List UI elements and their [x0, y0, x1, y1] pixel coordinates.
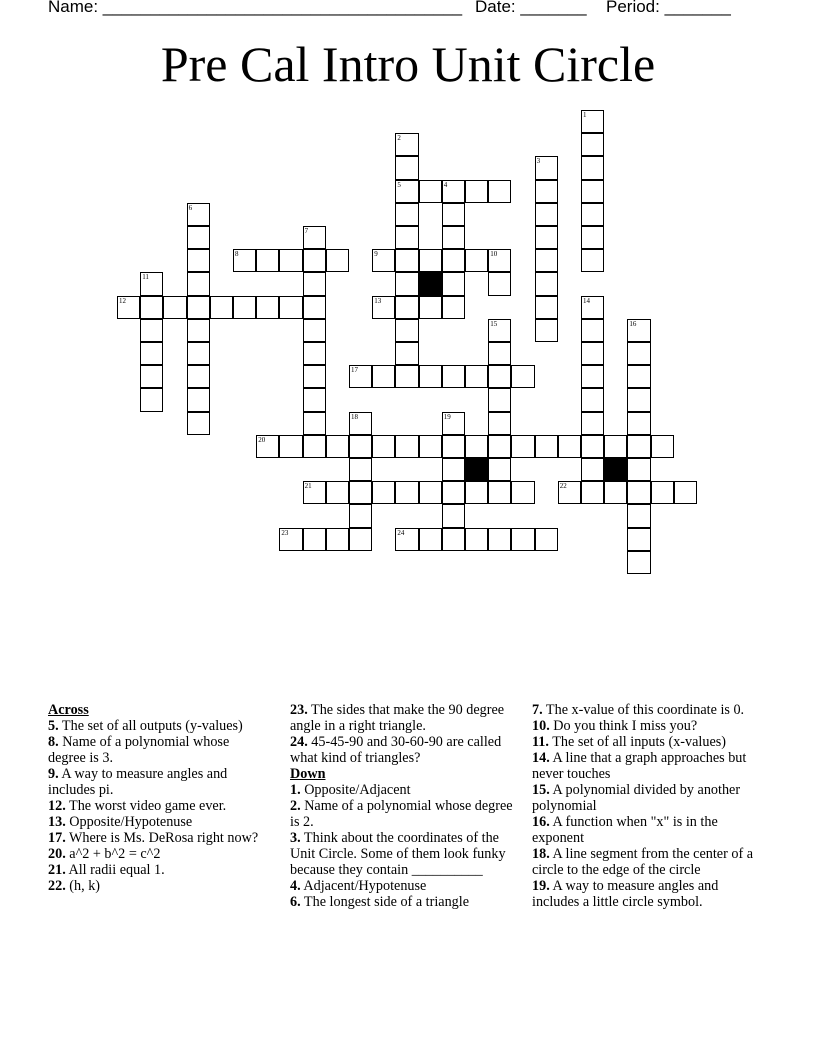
crossword-cell[interactable]	[488, 342, 511, 365]
crossword-cell[interactable]	[187, 412, 210, 435]
clue-item-text: A polynomial divided by another polynomial	[532, 782, 741, 814]
clue-item	[290, 734, 520, 766]
crossword-cell[interactable]	[303, 342, 326, 365]
clue-item	[48, 846, 263, 862]
clue-item-number: 24.	[290, 734, 308, 750]
clue-number: 18	[351, 412, 358, 421]
crossword-cell[interactable]	[303, 412, 326, 435]
clue-number: 3	[536, 157, 541, 166]
crossword-cell[interactable]	[419, 528, 442, 551]
crossword-cell[interactable]	[488, 388, 511, 411]
clue-item-text: Where is Ms. DeRosa right now?	[65, 830, 259, 846]
crossword-cell[interactable]	[511, 365, 534, 388]
crossword-cell[interactable]	[581, 435, 604, 458]
clue-item-number: 16.	[532, 814, 550, 830]
clue-item-text: A line segment from the center of a circle to the edge of the circle	[532, 846, 754, 878]
across-heading: Across	[48, 702, 89, 718]
clue-item-number: 22.	[48, 878, 66, 894]
crossword-cell[interactable]	[140, 272, 163, 295]
crossword-cell[interactable]	[581, 458, 604, 481]
crossword-cell[interactable]	[279, 296, 302, 319]
clues-column-2	[290, 702, 520, 910]
crossword-cell[interactable]	[349, 435, 372, 458]
clue-item	[48, 718, 263, 734]
clue-item	[532, 734, 757, 750]
clues-column-3	[532, 702, 757, 910]
clue-item-number: 13.	[48, 814, 66, 830]
crossword-cell[interactable]	[488, 319, 511, 342]
crossword-cell[interactable]	[326, 528, 349, 551]
crossword-cell[interactable]	[372, 249, 395, 272]
crossword-cell[interactable]	[627, 342, 650, 365]
clue-item	[48, 766, 263, 798]
clue-number: 12	[119, 296, 126, 305]
clue-item	[48, 830, 263, 846]
clue-item-text: Do you think I miss you?	[549, 718, 698, 734]
crossword-cell[interactable]	[488, 412, 511, 435]
crossword-cell[interactable]	[395, 481, 418, 504]
crossword-cell[interactable]	[581, 319, 604, 342]
crossword-cell[interactable]	[303, 528, 326, 551]
crossword-cell[interactable]	[419, 435, 442, 458]
crossword-cell[interactable]	[651, 435, 674, 458]
crossword-cell[interactable]	[395, 203, 418, 226]
clue-item-text: The x-value of this coordinate is 0.	[542, 702, 745, 718]
clue-item-number: 3.	[290, 830, 301, 846]
crossword-cell[interactable]	[395, 528, 418, 551]
clue-item	[48, 878, 263, 894]
crossword-cell[interactable]	[465, 528, 488, 551]
crossword-cell[interactable]	[395, 342, 418, 365]
crossword-cell[interactable]	[395, 226, 418, 249]
crossword-cell[interactable]	[535, 156, 558, 179]
crossword-cell[interactable]	[651, 481, 674, 504]
clue-item-number: 15.	[532, 782, 550, 798]
clue-item-number: 23.	[290, 702, 308, 718]
clues-column-1	[48, 702, 263, 894]
crossword-cell[interactable]	[581, 296, 604, 319]
crossword-cell[interactable]	[395, 435, 418, 458]
crossword-cell[interactable]	[488, 249, 511, 272]
clue-item-text: The set of all inputs (x-values)	[548, 734, 726, 750]
crossword-cell[interactable]	[372, 296, 395, 319]
crossword-cell[interactable]	[140, 342, 163, 365]
crossword-cell[interactable]	[465, 481, 488, 504]
crossword-cell[interactable]	[627, 504, 650, 527]
clue-number: 7	[304, 227, 309, 235]
crossword-cell[interactable]	[442, 203, 465, 226]
crossword-cell[interactable]	[187, 272, 210, 295]
crossword-cell[interactable]	[326, 481, 349, 504]
period-field[interactable]: Period: _______	[606, 0, 731, 16]
clue-item-text: Adjacent/Hypotenuse	[300, 878, 427, 894]
clue-item-text: Opposite/Adjacent	[300, 782, 411, 798]
clue-number: 13	[374, 296, 382, 305]
clue-item-number: 20.	[48, 846, 66, 862]
black-square	[465, 458, 488, 481]
crossword-cell[interactable]	[395, 156, 418, 179]
crossword-cell[interactable]	[303, 272, 326, 295]
clue-number: 9	[374, 250, 378, 259]
crossword-cell[interactable]	[627, 458, 650, 481]
crossword-cell[interactable]	[140, 319, 163, 342]
clue-item-text: A function when "x" is in the exponent	[532, 814, 718, 846]
crossword-cell[interactable]	[511, 435, 534, 458]
crossword-cell[interactable]	[303, 249, 326, 272]
crossword-cell[interactable]	[465, 365, 488, 388]
crossword-cell[interactable]	[395, 133, 418, 156]
name-field[interactable]: Name: ______________________________________	[48, 0, 463, 16]
crossword-cell[interactable]	[627, 528, 650, 551]
crossword-cell[interactable]	[303, 226, 326, 249]
clue-item	[290, 878, 520, 894]
crossword-cell[interactable]	[349, 365, 372, 388]
clue-item-text: The longest side of a triangle	[300, 894, 470, 910]
clue-item-number: 1.	[290, 782, 301, 798]
crossword-cell[interactable]	[465, 180, 488, 203]
crossword-cell[interactable]	[535, 180, 558, 203]
clue-number: 5	[397, 180, 401, 189]
clue-number: 19	[443, 412, 451, 421]
crossword-cell[interactable]	[511, 481, 534, 504]
crossword-cell[interactable]	[395, 365, 418, 388]
crossword-cell[interactable]	[303, 435, 326, 458]
crossword-cell[interactable]	[349, 481, 372, 504]
crossword-cell[interactable]	[535, 203, 558, 226]
crossword-cell[interactable]	[187, 296, 210, 319]
crossword-cell[interactable]	[465, 435, 488, 458]
clue-item-number: 14.	[532, 750, 550, 766]
crossword-cell[interactable]	[581, 110, 604, 133]
clue-item	[48, 798, 263, 814]
clue-item	[290, 798, 520, 830]
crossword-cell[interactable]	[581, 388, 604, 411]
clue-item	[532, 702, 757, 718]
crossword-cell[interactable]	[604, 481, 627, 504]
crossword-cell[interactable]	[442, 412, 465, 435]
crossword-cell[interactable]	[581, 156, 604, 179]
clue-item-text: Opposite/Hypotenuse	[65, 814, 193, 830]
crossword-cell[interactable]	[488, 365, 511, 388]
crossword-cell[interactable]	[511, 528, 534, 551]
clue-item	[290, 702, 520, 734]
crossword-cell[interactable]	[535, 272, 558, 295]
crossword-cell[interactable]	[117, 296, 140, 319]
crossword-cell[interactable]	[187, 203, 210, 226]
crossword-cell[interactable]	[581, 342, 604, 365]
crossword-cell[interactable]	[303, 365, 326, 388]
crossword-cell[interactable]	[535, 296, 558, 319]
clue-item-text: a^2 + b^2 = c^2	[65, 846, 161, 862]
crossword-cell[interactable]	[372, 435, 395, 458]
clue-number: 4	[443, 180, 448, 189]
crossword-cell[interactable]	[442, 365, 465, 388]
crossword-cell[interactable]	[210, 296, 233, 319]
crossword-cell[interactable]	[395, 319, 418, 342]
crossword-cell[interactable]	[581, 133, 604, 156]
crossword-cell[interactable]	[627, 435, 650, 458]
crossword-cell[interactable]	[558, 435, 581, 458]
crossword-cell[interactable]	[419, 365, 442, 388]
crossword-cell[interactable]	[140, 388, 163, 411]
crossword-cell[interactable]	[349, 504, 372, 527]
crossword-cell[interactable]	[535, 319, 558, 342]
crossword-cell[interactable]	[372, 365, 395, 388]
crossword-cell[interactable]	[326, 435, 349, 458]
clue-item-number: 18.	[532, 846, 550, 862]
crossword-cell[interactable]	[535, 528, 558, 551]
crossword-cell[interactable]	[395, 249, 418, 272]
clue-item-text: (h, k)	[65, 878, 101, 894]
crossword-cell[interactable]	[627, 481, 650, 504]
crossword-cell[interactable]	[581, 481, 604, 504]
crossword-cell[interactable]	[488, 528, 511, 551]
clue-item-text: The sides that make the 90 degree angle in a right triangle.	[290, 702, 505, 734]
clue-item-number: 7.	[532, 702, 543, 718]
crossword-cell[interactable]	[581, 249, 604, 272]
black-square	[604, 458, 627, 481]
crossword-cell[interactable]	[279, 435, 302, 458]
crossword-cell[interactable]	[442, 481, 465, 504]
clue-item	[290, 830, 520, 878]
date-field[interactable]: Date: _______	[475, 0, 587, 16]
crossword-cell[interactable]	[395, 272, 418, 295]
clue-item-text: Think about the coordinates of the Unit Circle. Some of them look funky because they contain __________	[290, 830, 506, 878]
crossword-cell[interactable]	[349, 528, 372, 551]
crossword-cell[interactable]	[627, 551, 650, 574]
crossword-cell[interactable]	[442, 458, 465, 481]
crossword-cell[interactable]	[326, 249, 349, 272]
clue-item-number: 2.	[290, 798, 301, 814]
crossword-cell[interactable]	[442, 528, 465, 551]
clue-item-number: 9.	[48, 766, 59, 782]
crossword-cell[interactable]	[442, 180, 465, 203]
crossword-cell[interactable]	[488, 458, 511, 481]
clue-number: 20	[258, 435, 266, 444]
crossword-cell[interactable]	[303, 388, 326, 411]
crossword-cell[interactable]	[163, 296, 186, 319]
clue-number: 15	[490, 319, 498, 328]
clue-number: 14	[583, 296, 590, 305]
crossword-cell[interactable]	[419, 296, 442, 319]
clue-number: 1	[583, 111, 587, 119]
crossword-cell[interactable]	[581, 412, 604, 435]
crossword-cell[interactable]	[256, 435, 279, 458]
clue-item-number: 4.	[290, 878, 301, 894]
crossword-cell[interactable]	[187, 249, 210, 272]
clue-number: 23	[281, 528, 289, 537]
crossword-cell[interactable]	[488, 272, 511, 295]
crossword-cell[interactable]	[303, 481, 326, 504]
page-title: Pre Cal Intro Unit Circle	[160, 36, 656, 92]
clue-item	[532, 846, 757, 878]
clue-item-number: 21.	[48, 862, 66, 878]
clue-item-number: 10.	[532, 718, 550, 734]
crossword-cell[interactable]	[442, 435, 465, 458]
clue-item-number: 8.	[48, 734, 59, 750]
clue-item	[290, 894, 520, 910]
crossword-cell[interactable]	[187, 226, 210, 249]
crossword-cell[interactable]	[187, 342, 210, 365]
clue-item	[48, 814, 263, 830]
clue-number: 11	[142, 273, 149, 282]
crossword-cell[interactable]	[581, 180, 604, 203]
clue-number: 24	[397, 528, 405, 537]
crossword-cell[interactable]	[535, 249, 558, 272]
crossword-cell[interactable]	[233, 296, 256, 319]
crossword-cell[interactable]	[627, 365, 650, 388]
crossword-cell[interactable]	[140, 365, 163, 388]
clue-item-number: 12.	[48, 798, 66, 814]
clue-item-number: 11.	[532, 734, 549, 750]
clue-item	[532, 750, 757, 782]
crossword-cell[interactable]	[419, 249, 442, 272]
clue-number: 10	[490, 250, 498, 259]
crossword-cell[interactable]	[488, 481, 511, 504]
crossword-cell[interactable]	[627, 412, 650, 435]
crossword-cell[interactable]	[395, 180, 418, 203]
crossword-cell[interactable]	[581, 226, 604, 249]
crossword-cell[interactable]	[187, 388, 210, 411]
clue-number: 8	[235, 250, 239, 259]
clue-item-number: 19.	[532, 878, 550, 894]
crossword-cell[interactable]	[442, 249, 465, 272]
black-square	[419, 272, 442, 295]
clue-number: 6	[188, 203, 193, 212]
clue-item-text: A way to measure angles and includes a little circle symbol.	[532, 878, 719, 910]
crossword-cell[interactable]	[442, 504, 465, 527]
crossword-cell[interactable]	[395, 296, 418, 319]
clue-item	[532, 878, 757, 910]
clue-item-text: 45-45-90 and 30-60-90 are called what kind of triangles?	[290, 734, 502, 766]
crossword-cell[interactable]	[279, 528, 302, 551]
crossword-cell[interactable]	[442, 272, 465, 295]
clue-item-text: Name of a polynomial whose degree is 2.	[290, 798, 513, 830]
crossword-cell[interactable]	[535, 226, 558, 249]
crossword-cell[interactable]	[187, 319, 210, 342]
down-heading: Down	[290, 766, 326, 782]
clue-item-number: 17.	[48, 830, 66, 846]
clue-item-text: A way to measure angles and includes pi.	[48, 766, 228, 798]
clue-item	[532, 782, 757, 814]
crossword-cell[interactable]	[488, 435, 511, 458]
crossword-cell[interactable]	[279, 249, 302, 272]
clue-item	[532, 718, 757, 734]
clue-item-text: All radii equal 1.	[65, 862, 165, 878]
crossword-cell[interactable]	[303, 319, 326, 342]
crossword-cell[interactable]	[674, 481, 697, 504]
clue-item	[48, 862, 263, 878]
clue-item-text: The set of all outputs (y-values)	[58, 718, 243, 734]
crossword-cell[interactable]	[349, 458, 372, 481]
clue-number: 17	[351, 366, 358, 375]
crossword-cell[interactable]	[558, 481, 581, 504]
crossword-cell[interactable]	[442, 296, 465, 319]
clue-number: 16	[629, 319, 637, 328]
crossword-cell[interactable]	[349, 412, 372, 435]
clue-number: 2	[397, 134, 401, 143]
crossword-cell[interactable]	[627, 388, 650, 411]
crossword-cell[interactable]	[256, 296, 279, 319]
crossword-cell[interactable]	[303, 296, 326, 319]
crossword-cell[interactable]	[535, 435, 558, 458]
crossword-cell[interactable]	[465, 249, 488, 272]
clue-item-number: 6.	[290, 894, 301, 910]
clue-item	[532, 814, 757, 846]
crossword-cell[interactable]	[604, 435, 627, 458]
clue-item	[48, 734, 263, 766]
crossword-cell[interactable]	[140, 296, 163, 319]
clue-number: 21	[304, 482, 312, 491]
crossword-cell[interactable]	[627, 319, 650, 342]
crossword-cell[interactable]	[372, 481, 395, 504]
clue-item-number: 5.	[48, 718, 59, 734]
crossword-cell[interactable]	[256, 249, 279, 272]
crossword-cell[interactable]	[442, 226, 465, 249]
clue-item-text: A line that a graph approaches but never touches	[532, 750, 747, 782]
crossword-cell[interactable]	[233, 249, 256, 272]
clue-item-text: Name of a polynomial whose degree is 3.	[48, 734, 230, 766]
crossword-cell[interactable]	[581, 203, 604, 226]
crossword-cell[interactable]	[187, 365, 210, 388]
crossword-cell[interactable]	[581, 365, 604, 388]
crossword-cell[interactable]	[419, 180, 442, 203]
clue-item	[290, 782, 520, 798]
crossword-cell[interactable]	[419, 481, 442, 504]
crossword-cell[interactable]	[488, 180, 511, 203]
clue-number: 22	[559, 482, 567, 491]
clue-item-text: The worst video game ever.	[65, 798, 227, 814]
